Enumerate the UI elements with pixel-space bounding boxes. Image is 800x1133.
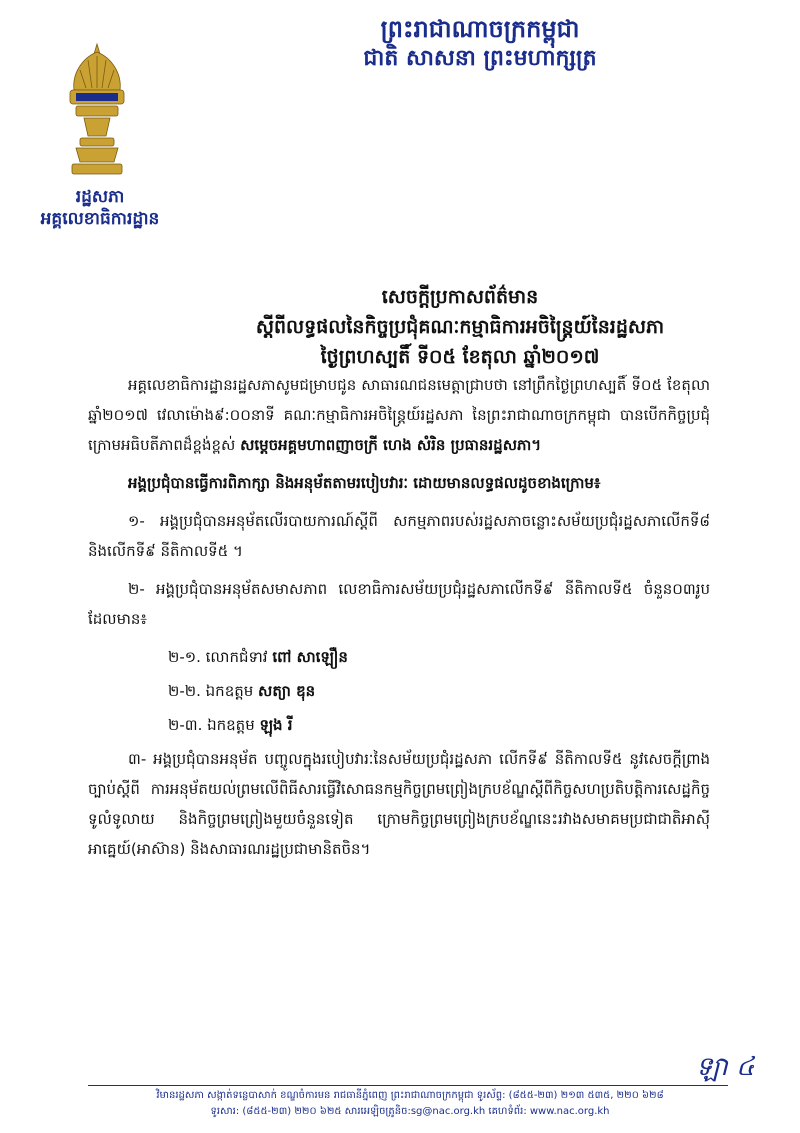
footer-contact: ទូរសារ: (៨៥៥-២៣) ២២០ ៦២៥ សារអេឡិចត្រូនិច:sg@nac.org.kh គេហទំព័រ: www.nac.org.kh xyxy=(210,1106,610,1117)
national-assembly-emblem-icon xyxy=(62,40,132,178)
kingdom-name: ព្រះរាជាណាចក្រកម្ពុជា xyxy=(380,15,580,43)
agenda-item-2: ២- អង្គប្រជុំបានអនុម័តសមាសភាព លេខាធិការសម័យប្រជុំរដ្ឋសភាលើកទី៩ នីតិកាលទី៥ ចំនួន០៣រូប ដែលមាន៖ xyxy=(88,580,710,628)
title-line-3: ថ្ងៃព្រហស្បតិ៍ ទី០៥ ខែតុលា ឆ្នាំ២០១៧ xyxy=(320,346,600,368)
letterhead-kingdom xyxy=(250,14,710,74)
footer-divider xyxy=(88,1085,728,1086)
member-item xyxy=(88,642,710,672)
member-item xyxy=(88,676,710,706)
member-name: សត្យា ឌុន xyxy=(258,682,316,700)
agenda-item-3: ៣- អង្គប្រជុំបានអនុម័ត បញ្ចូលក្នុងរបៀបវារៈនៃសម័យប្រជុំរដ្ឋសភា លើកទី៩ នីតិកាលទី៥ នូវសេចក្ដីព្រាងច្បាប់ស្ដីពី ការអនុម័តយល់ព្រមលើពិធីសារធ្វើវិសោធនកម្មកិច្ចព្រមព្រៀងក្របខ័ណ្ឌស្ដីពីកិច្ចសហប្រតិបត្តិការសេដ្ឋកិច្ចទូលំទូលាយ និងកិច្ចព្រមព្រៀងមួយចំនួនទៀត ក្រោមកិច្ចព្រមព្រៀងក្របខ័ណ្ឌនេះរវាងសមាគមប្រជាជាតិអាស៊ីអាគ្នេយ៍(អាស៊ាន) និងសាធារណរដ្ឋប្រជាមានិតចិន។ xyxy=(88,750,710,858)
national-motto: ជាតិ សាសនា ព្រះមហាក្សត្រ xyxy=(363,46,597,71)
intro-text: អគ្គលេខាធិការដ្ឋានរដ្ឋសភាសូមជម្រាបជូន សាធារណជនមេត្តាជ្រាបថា នៅព្រឹកថ្ងៃព្រហស្បតិ៍ ទី០៥ ខែតុលា ឆ្នាំ២០១៧ វេលាម៉ោង៩:០០នាទី គណៈកម្មាធិការអចិន្ត្រៃយ៍រដ្ឋសភា នៃព្រះរាជាណាចក្រកម្ពុជា បានបើកកិច្ចប្រជុំក្រោមអធិបតីភាពដ៏ខ្ពង់ខ្ពស់ xyxy=(88,376,710,454)
agenda-heading: អង្គប្រជុំបានធ្វើការពិភាក្សា និងអនុម័តតាមរបៀបវារៈ ដោយមានលទ្ធផលដូចខាងក្រោម៖ xyxy=(128,474,601,492)
member-name: ឡុង រី xyxy=(259,716,293,734)
title-line-2: ស្ដីពីលទ្ធផលនៃកិច្ចប្រជុំគណៈកម្មាធិការអចិន្ត្រៃយ៍នៃរដ្ឋសភា xyxy=(255,316,665,338)
intro-paragraph xyxy=(88,370,710,460)
member-prefix: ២-២. ឯកឧត្ដម xyxy=(168,682,259,700)
member-prefix: ២-៣. ឯកឧត្ដម xyxy=(168,716,260,734)
handwritten-initials: ឡា ៤ xyxy=(696,1052,755,1082)
footer xyxy=(140,1088,680,1120)
title-line-1: សេចក្ដីប្រកាសព័ត៌មាន xyxy=(381,286,539,308)
issuing-office xyxy=(0,186,200,230)
member-prefix: ២-១. លោកជំទាវ xyxy=(168,648,273,666)
org-secretariat-general: អគ្គលេខាធិការដ្ឋាន xyxy=(40,209,160,229)
member-name: ពៅ សាឡឿន xyxy=(272,648,348,666)
footer-address: វិមានរដ្ឋសភា សង្កាត់ទន្លេបាសាក់ ខណ្ឌចំការមន រាជធានីភ្នំពេញ ព្រះរាជាណាចក្រកម្ពុជា ទូរស័ព្ទ: (៨៥៥-២៣) ២១៣ ៥៣៥, ២២០ ៦២៨ xyxy=(156,1090,664,1101)
member-item xyxy=(88,710,710,740)
intro-chairman: សម្ដេចអគ្គមហាពញាចក្រី ហេង សំរិន ប្រធានរដ្ឋសភា។ xyxy=(240,436,542,454)
document-body xyxy=(88,370,710,872)
agenda-item-1: ១- អង្គប្រជុំបានអនុម័តលើរបាយការណ៍ស្ដីពី សកម្មភាពរបស់រដ្ឋសភាចន្លោះសម័យប្រជុំរដ្ឋសភាលើកទី៨ និងលើកទី៩ នីតិកាលទី៥ ។ xyxy=(88,512,710,560)
org-national-assembly: រដ្ឋសភា xyxy=(75,187,125,207)
document-title xyxy=(200,282,720,372)
